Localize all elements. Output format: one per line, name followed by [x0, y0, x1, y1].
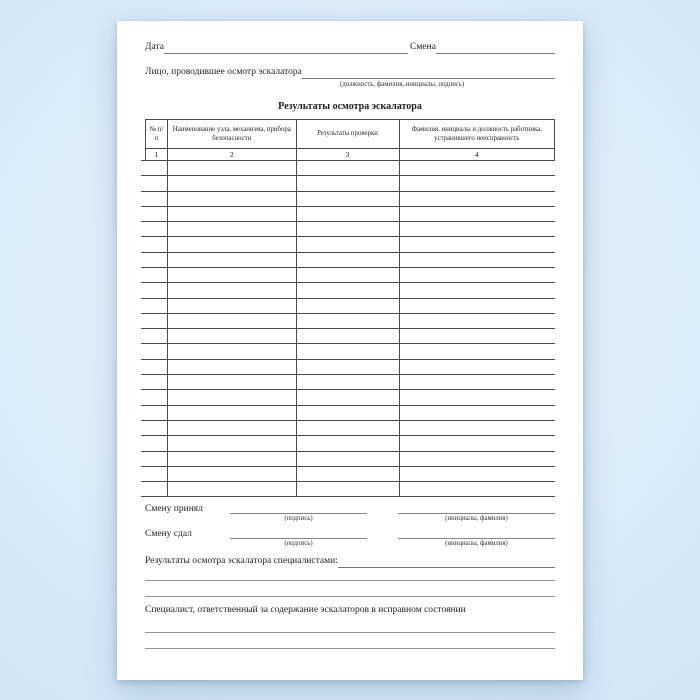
table-empty-cell [296, 329, 399, 344]
table-empty-row [146, 329, 555, 344]
col-number-3: 3 [296, 148, 399, 160]
table-empty-cell [296, 466, 399, 481]
table-empty-cell [296, 405, 399, 420]
date-shift-row [145, 42, 555, 54]
table-empty-row [146, 466, 555, 481]
table-empty-cell [296, 344, 399, 359]
table-empty-cell [168, 252, 296, 267]
col-number-4: 4 [399, 148, 554, 160]
table-empty-cell [399, 405, 554, 420]
table-empty-cell [399, 344, 554, 359]
table-empty-cell [146, 222, 168, 237]
table-empty-cell [296, 252, 399, 267]
table-empty-cell [399, 206, 554, 221]
inspector-label: Лицо, проводившее осмотр эскалатора [145, 66, 302, 77]
col-header-number: № п/п [146, 119, 168, 148]
inspector-hint: (должность, фамилия, инициалы, подпись) [340, 80, 465, 88]
table-empty-cell [296, 359, 399, 374]
table-empty-cell [168, 237, 296, 252]
specialists-write-line [338, 557, 555, 568]
table-empty-cell [168, 436, 296, 451]
table-empty-cell [168, 420, 296, 435]
table-empty-row [146, 482, 555, 497]
table-empty-cell [296, 298, 399, 313]
table-empty-cell [296, 160, 399, 175]
table-empty-cell [168, 298, 296, 313]
table-empty-cell [296, 222, 399, 237]
table-empty-row [146, 451, 555, 466]
table-empty-cell [399, 313, 554, 328]
table-empty-cell [168, 206, 296, 221]
inspector-write-line [302, 68, 555, 79]
initials-hint: (инициалы, фамилия) [445, 515, 508, 523]
table-empty-cell [296, 482, 399, 497]
shift-accepted-row [145, 503, 555, 514]
table-empty-cell [168, 267, 296, 282]
table-empty-row [146, 405, 555, 420]
table-empty-cell [168, 466, 296, 481]
responsible-label: Специалист, ответственный за содержание эскалаторов в исправном состоянии [145, 604, 466, 615]
table-empty-cell [296, 451, 399, 466]
table-empty-cell [146, 466, 168, 481]
table-title: Результаты осмотра эскалатора [278, 100, 422, 112]
col-number-1: 1 [146, 148, 168, 160]
blank-write-line [145, 633, 555, 649]
table-empty-cell [146, 206, 168, 221]
blank-write-line [145, 615, 555, 633]
table-empty-cell [168, 191, 296, 206]
table-empty-row [146, 176, 555, 191]
table-empty-cell [146, 176, 168, 191]
table-empty-row [146, 237, 555, 252]
table-empty-cell [146, 420, 168, 435]
table-empty-cell [146, 160, 168, 175]
table-empty-row [146, 191, 555, 206]
table-empty-cell [168, 344, 296, 359]
accepted-initials-line [398, 503, 555, 514]
table-empty-cell [168, 222, 296, 237]
spacer [145, 540, 230, 548]
blank-write-line [145, 568, 555, 581]
table-empty-row [146, 267, 555, 282]
table-empty-cell [399, 420, 554, 435]
table-empty-cell [399, 252, 554, 267]
date-label: Дата [145, 42, 164, 52]
table-empty-cell [296, 313, 399, 328]
table-empty-cell [399, 375, 554, 390]
table-empty-cell [146, 313, 168, 328]
table-empty-cell [168, 390, 296, 405]
table-empty-cell [296, 237, 399, 252]
table-empty-row [146, 252, 555, 267]
table-empty-cell [399, 283, 554, 298]
table-empty-cell [296, 420, 399, 435]
table-empty-row [146, 283, 555, 298]
inspection-form-page [117, 21, 583, 680]
table-empty-cell [146, 436, 168, 451]
table-empty-cell [168, 313, 296, 328]
table-empty-cell [399, 436, 554, 451]
table-empty-cell [146, 451, 168, 466]
table-empty-row [146, 298, 555, 313]
table-empty-cell [168, 482, 296, 497]
table-empty-cell [296, 436, 399, 451]
shift-accepted-hints [145, 515, 555, 523]
col-number-2: 2 [168, 148, 296, 160]
table-empty-cell [296, 283, 399, 298]
table-empty-cell [399, 390, 554, 405]
table-empty-cell [168, 375, 296, 390]
inspection-table [145, 119, 555, 498]
table-empty-cell [399, 451, 554, 466]
table-empty-cell [146, 191, 168, 206]
col-header-results: Результаты проверки [296, 119, 399, 148]
table-empty-cell [168, 451, 296, 466]
table-empty-cell [146, 482, 168, 497]
table-empty-cell [399, 482, 554, 497]
table-empty-row [146, 375, 555, 390]
table-empty-cell [296, 191, 399, 206]
shift-write-line [436, 43, 555, 54]
table-empty-cell [296, 267, 399, 282]
signature-hint: (подпись) [284, 539, 313, 547]
table-empty-cell [168, 176, 296, 191]
table-empty-cell [399, 222, 554, 237]
handed-signature-line [230, 528, 367, 539]
table-empty-row [146, 420, 555, 435]
col-header-worker: Фамилия, инициалы и должность работника, устранившего неисправность [399, 119, 554, 148]
col-header-unit: Наименование узла, механизма, прибора безопасности [168, 119, 296, 148]
table-empty-cell [146, 390, 168, 405]
spacer [145, 515, 230, 523]
table-empty-cell [168, 329, 296, 344]
table-empty-cell [296, 206, 399, 221]
table-empty-cell [146, 375, 168, 390]
table-empty-row [146, 313, 555, 328]
table-empty-cell [399, 176, 554, 191]
specialists-label: Результаты осмотра эскалатора специалистами: [145, 555, 338, 566]
table-column-numbers-row [146, 148, 555, 160]
table-empty-cell [296, 176, 399, 191]
shift-accepted-label: Смену принял [145, 504, 203, 515]
table-empty-cell [296, 375, 399, 390]
table-empty-cell [399, 359, 554, 374]
spacer [367, 515, 398, 523]
table-empty-row [146, 436, 555, 451]
table-empty-cell [146, 252, 168, 267]
inspection-table-body [146, 160, 555, 497]
table-empty-cell [168, 283, 296, 298]
accepted-signature-line [230, 503, 367, 514]
table-empty-cell [146, 283, 168, 298]
shift-handed-row [145, 528, 555, 539]
specialists-row [145, 556, 555, 568]
table-empty-cell [146, 405, 168, 420]
inspector-row [145, 67, 555, 79]
shift-handed-hints [145, 540, 555, 548]
date-write-line [164, 43, 408, 54]
table-empty-row [146, 359, 555, 374]
table-empty-cell [146, 298, 168, 313]
table-empty-row [146, 390, 555, 405]
signature-hint: (подпись) [284, 515, 313, 523]
table-empty-cell [399, 160, 554, 175]
spacer [367, 540, 398, 548]
shift-label: Смена [410, 42, 436, 52]
table-empty-cell [399, 466, 554, 481]
shift-handed-label: Смену сдал [145, 528, 192, 539]
table-empty-cell [146, 329, 168, 344]
table-empty-cell [399, 191, 554, 206]
handed-initials-line [398, 528, 555, 539]
table-empty-cell [168, 160, 296, 175]
table-empty-cell [146, 237, 168, 252]
table-empty-cell [296, 390, 399, 405]
table-empty-row [146, 222, 555, 237]
table-empty-cell [146, 344, 168, 359]
table-empty-row [146, 206, 555, 221]
table-empty-row [146, 344, 555, 359]
table-empty-row [146, 160, 555, 175]
table-empty-cell [399, 298, 554, 313]
table-empty-cell [146, 267, 168, 282]
table-header-row [146, 119, 555, 148]
table-empty-cell [399, 329, 554, 344]
table-empty-cell [168, 359, 296, 374]
table-empty-cell [399, 237, 554, 252]
blank-write-line [145, 581, 555, 597]
inspection-table-head [146, 119, 555, 160]
initials-hint: (инициалы, фамилия) [445, 539, 508, 547]
table-empty-cell [146, 359, 168, 374]
table-empty-cell [399, 267, 554, 282]
table-empty-cell [168, 405, 296, 420]
